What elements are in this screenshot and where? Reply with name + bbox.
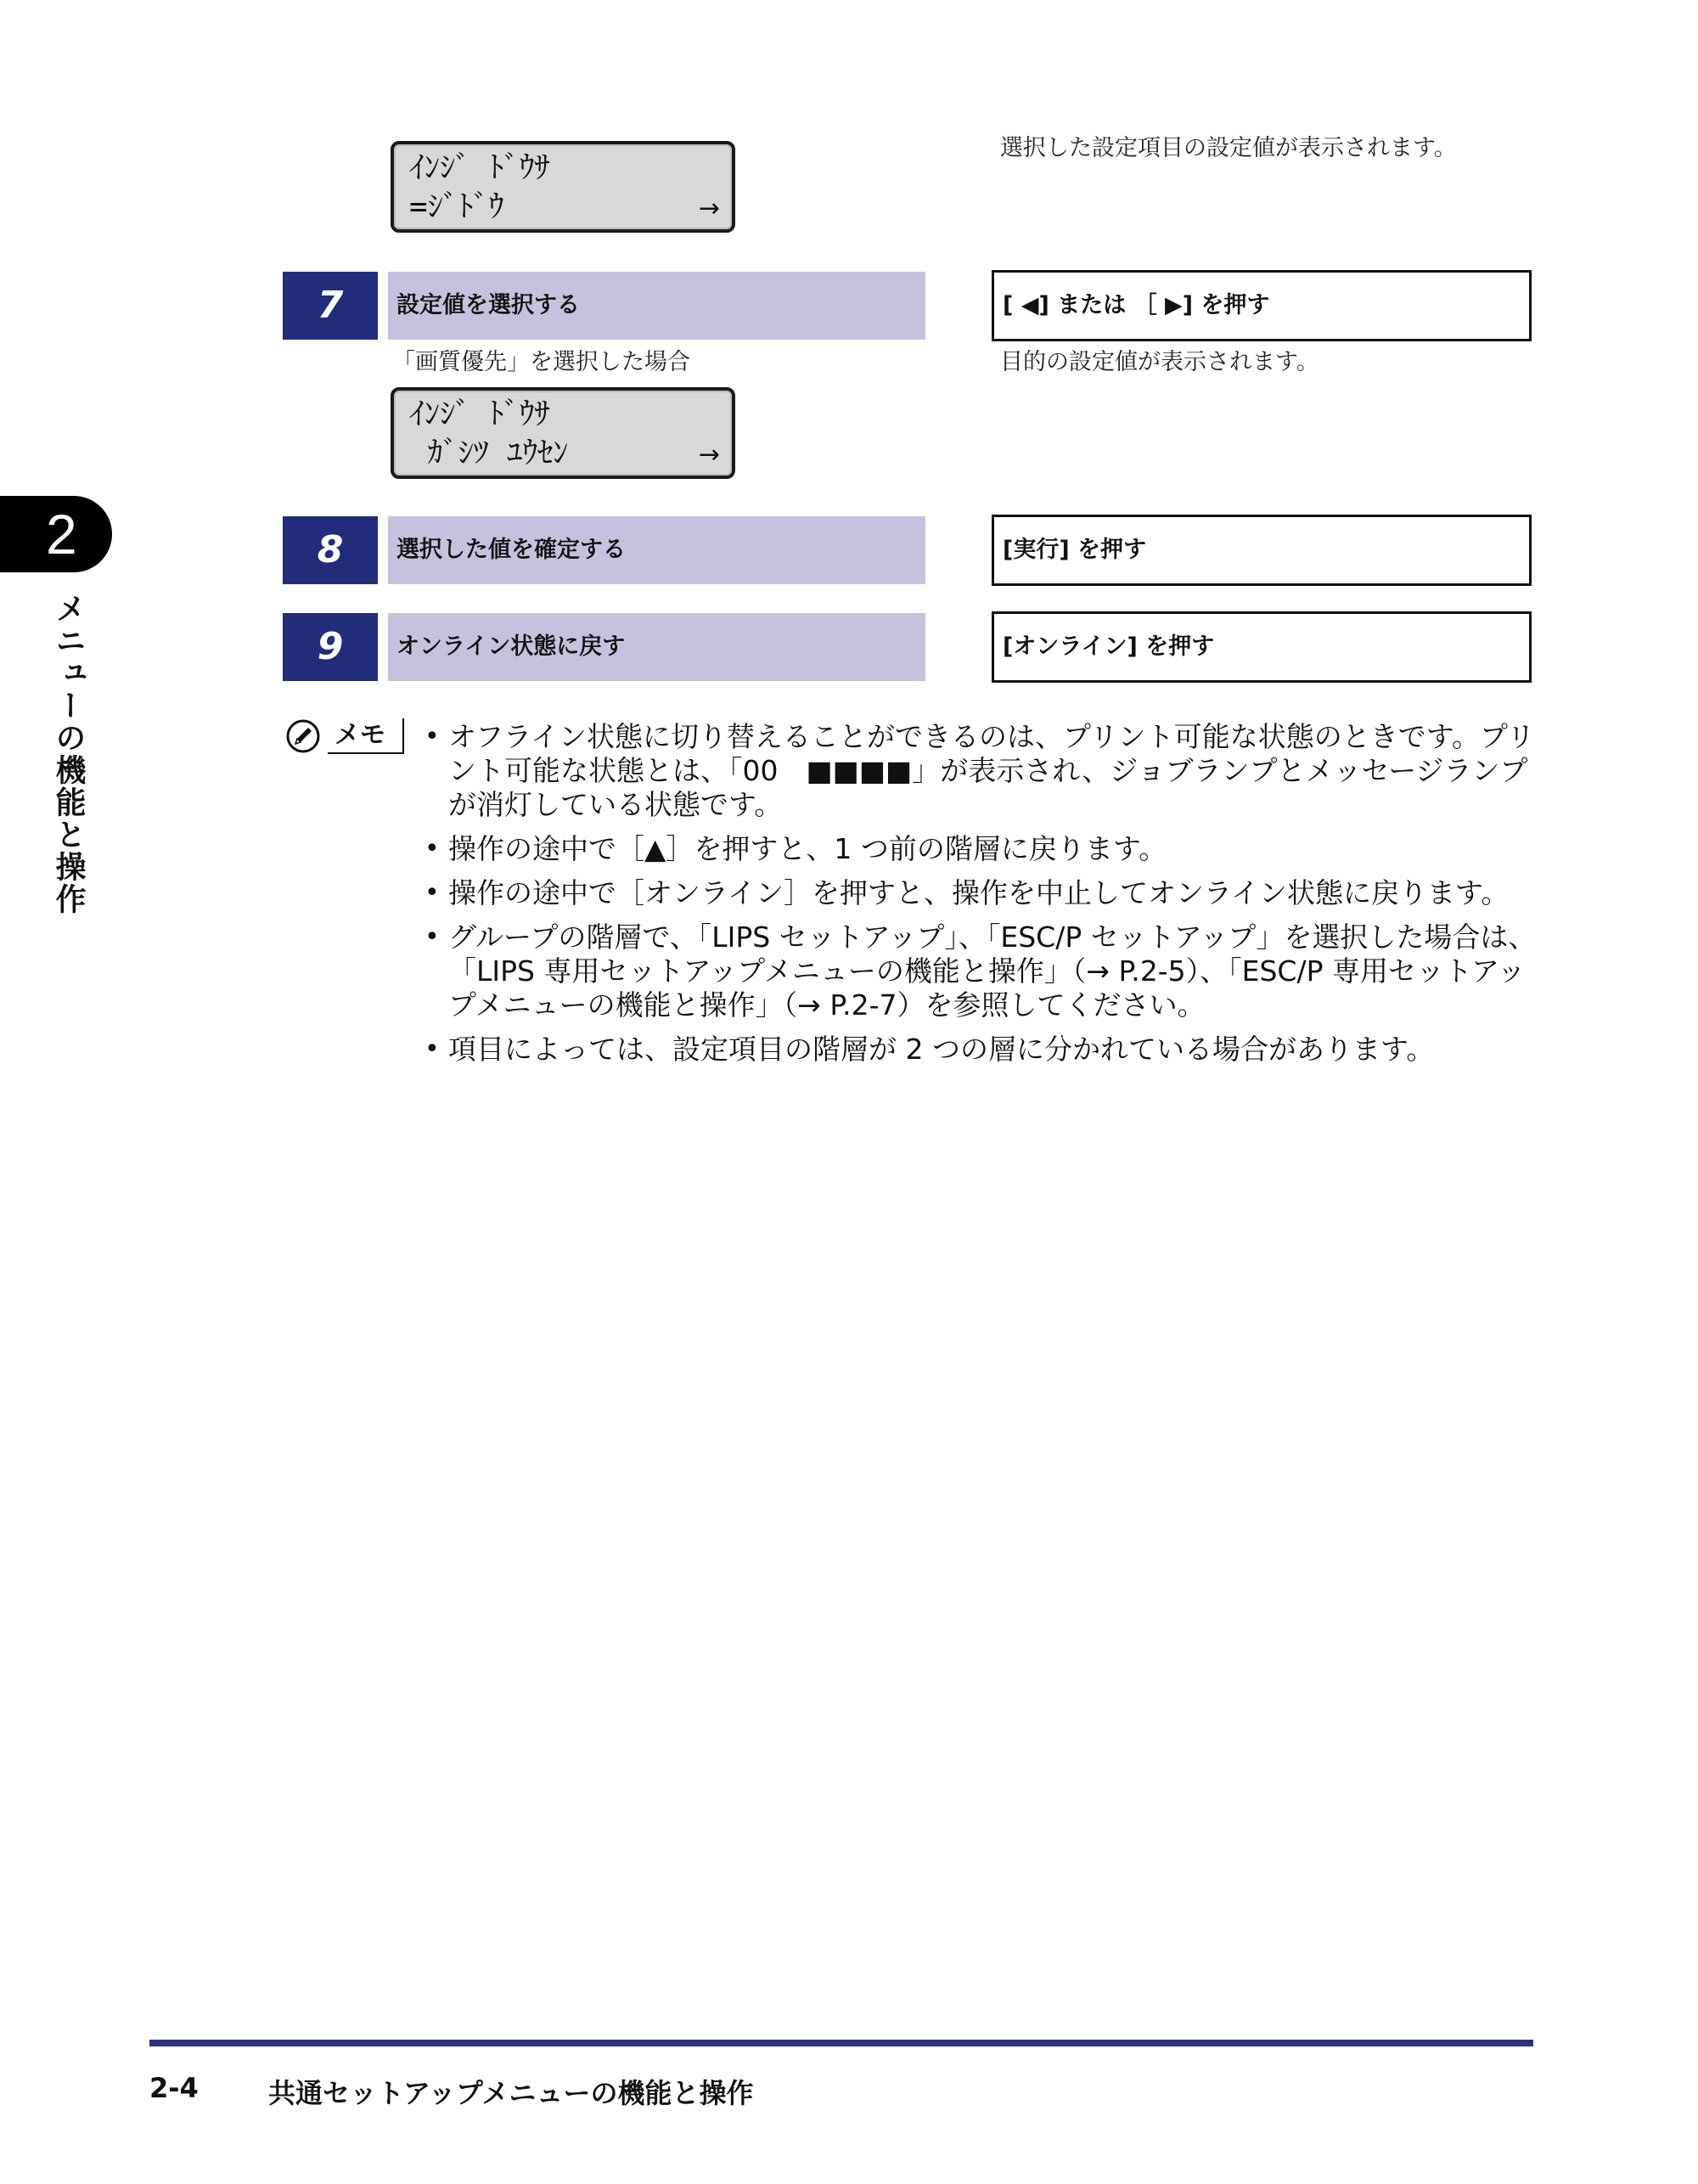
step-action-7: [ ◀] または ［ ▶] を押す xyxy=(992,270,1532,341)
footer-title: 共通セットアップメニューの機能と操作 xyxy=(268,2077,754,2109)
memo-item: • オフライン状態に切り替えることができるのは、プリント可能な状態のときです。プリント可能な状態とは、「00 ■■■■」が表示され、ジョブランプとメッセージランプが消灯している状態です。 xyxy=(424,720,1537,822)
step-title-8: 選択した値を確定する xyxy=(388,516,925,584)
right-arrow-icon: → xyxy=(698,194,720,223)
step-title-7: 設定値を選択する xyxy=(388,272,925,340)
step-number-7: 7 xyxy=(283,272,378,340)
chapter-label: メニューの機能と操作 xyxy=(51,593,86,915)
lcd-display-selected xyxy=(391,387,735,479)
lcd-display-current xyxy=(391,141,735,233)
memo-label: メモ xyxy=(328,718,404,754)
step-number-9: 9 xyxy=(283,613,378,681)
right-arrow-icon: → xyxy=(698,440,720,470)
lcd-line-2: =ｼﾞﾄﾞｳ xyxy=(409,189,504,224)
footer-rule xyxy=(149,2040,1533,2046)
memo-item: • 操作の途中で［▲］を押すと、1 つ前の階層に戻ります。 xyxy=(424,832,1537,866)
memo-item: • 項目によっては、設定項目の階層が 2 つの層に分かれている場合があります。 xyxy=(424,1033,1537,1067)
lcd-line-1: ｲﾝｼﾞ ﾄﾞｳｻ xyxy=(409,397,550,431)
page-number: 2-4 xyxy=(149,2072,199,2104)
memo-badge xyxy=(285,718,406,756)
memo-item: • グループの階層で、「LIPS セットアップ」、「ESC/P セットアップ」を選択した場合は、「LIPS 専用セットアップメニューの機能と操作」（→ P.2-5）、「ESC/P 専用セットアップメニューの機能と操作」（→ P.2-7）を参照してください。 xyxy=(424,920,1537,1022)
memo-item: • 操作の途中で［オンライン］を押すと、操作を中止してオンライン状態に戻ります。 xyxy=(424,876,1537,910)
lcd-description: 選択した設定項目の設定値が表示されます。 xyxy=(1000,135,1457,161)
chapter-number: 2 xyxy=(46,503,77,566)
chapter-tab xyxy=(0,496,112,572)
step-title-9: オンライン状態に戻す xyxy=(388,613,925,681)
lcd-line-2: ｶﾞｼﾂ ﾕｳｾﾝ xyxy=(409,436,569,470)
step-action-8: [実行] を押す xyxy=(992,515,1532,586)
pencil-icon xyxy=(285,718,321,754)
step-caption-7: 「画質優先」を選択した場合 xyxy=(392,349,690,375)
step-number-8: 8 xyxy=(283,516,378,584)
step-action-9: [オンライン] を押す xyxy=(992,611,1532,683)
memo-list xyxy=(424,720,1537,1077)
step-result-7: 目的の設定値が表示されます。 xyxy=(1000,349,1319,375)
lcd-line-1: ｲﾝｼﾞ ﾄﾞｳｻ xyxy=(409,150,550,185)
